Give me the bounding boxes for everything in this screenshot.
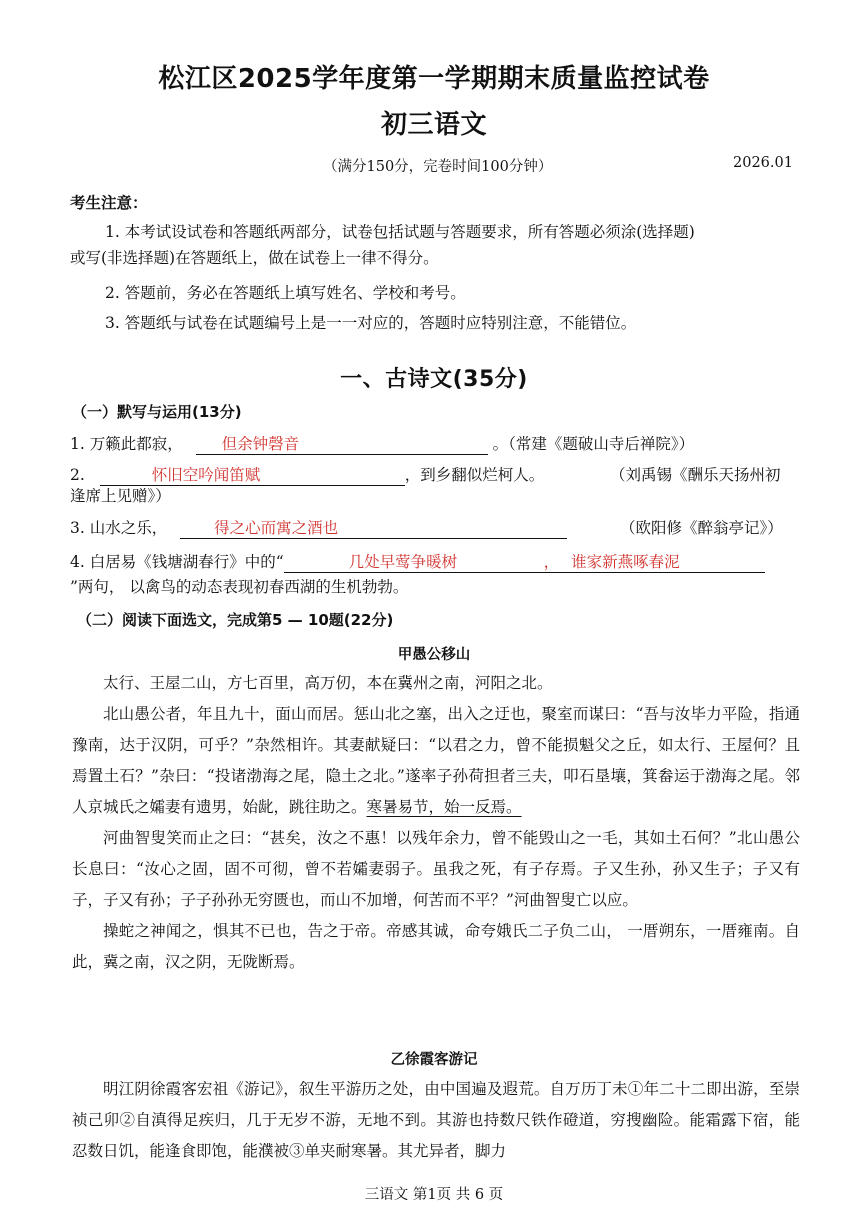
q1-answer-blank	[196, 432, 488, 455]
q4-prefix: 4. 白居易《钱塘湖春行》中的“	[70, 553, 284, 571]
exam-subtitle: 初三语文	[380, 110, 487, 140]
passage-a-body	[72, 668, 800, 978]
q4-line2: ”两句， 以禽鸟的动态表现初春西湖的生机勃勃。	[70, 578, 409, 596]
notice-item-3: 3. 答题纸与试卷在试题编号上是一一对应的，答题时应特别注意，不能错位。	[105, 314, 637, 332]
passage-b-body	[72, 1074, 800, 1167]
part2-heading: （二）阅读下面选文，完成第5 — 10题(22分)	[77, 611, 394, 629]
q4-comma: ，	[536, 550, 568, 573]
passage-b-p1: 明江阴徐霞客宏祖《游记》，叙生平游历之处，由中国遍及遐荒。自万历丁未①年二十二即出游，至崇祯己卯②自滇得足疾归，几于无岁不游，无地不到。其游也持数尺铁作磴道，穷搜幽险。能霜露下宿，能忍数日饥，能逢食即饱，能濮被③单夹耐寒暑。其尤异者，脚力	[72, 1080, 800, 1160]
exam-title: 松江区2025学年度第一学期期末质量监控试卷	[158, 64, 710, 94]
passage-a-p4: 操蛇之神闻之，惧其不已也，告之于帝。帝感其诚，命夸娥氏二子负二山， 一厝朔东，一厝雍南。自此，冀之南，汉之阴，无陇断焉。	[72, 922, 800, 971]
q1-suffix: 。（常建《题破山寺后禅院》）	[492, 435, 695, 453]
q4-answer2: 谁家新燕啄春泥	[571, 553, 680, 571]
q2-source: （刘禹锡《酬乐天扬州初	[610, 466, 781, 484]
notice-item-1: 1. 本考试设试卷和答题纸两部分，试卷包括试题与答题要求，所有答题必须涂(选择题)	[105, 223, 695, 241]
part1-heading: （一）默写与运用(13分)	[72, 403, 242, 421]
section-heading: 一、古诗文(35分)	[340, 367, 528, 392]
notice-item-2: 2. 答题前，务必在答题纸上填写姓名、学校和考号。	[105, 284, 466, 302]
passage-a-underlined: 寒暑易节，始一反焉。	[366, 798, 522, 816]
exam-meta: （满分150分，完卷时间100分钟）	[323, 159, 553, 175]
q2-source-cont: 逢席上见赠》）	[70, 487, 171, 505]
passage-a-title: 甲愚公移山	[397, 647, 471, 663]
q2-answer-blank	[100, 463, 405, 486]
q3-prefix: 3. 山水之乐，	[70, 519, 168, 537]
passage-a-p3: 河曲智叟笑而止之曰：“甚矣，汝之不惠！以残年余力，曾不能毁山之一毛，其如土石何？”北山愚公长息曰：“汝心之固，固不可彻，曾不若孀妻弱子。虽我之死，有子存焉。子又生孙，孙又生子；子又有子，子又有孙；子子孙孙无穷匮也，而山不加增，何苦而不平？”河曲智叟亡以应。	[72, 829, 800, 909]
passage-b-title: 乙徐霞客游记	[390, 1052, 478, 1068]
notice-heading: 考生注意：	[70, 194, 148, 212]
passage-a-p2	[72, 699, 800, 823]
q4-answer1-blank	[284, 550, 536, 573]
q1-prefix: 1. 万籁此都寂，	[70, 435, 183, 453]
exam-date: 2026.01	[733, 155, 793, 171]
q4-answer1: 几处早莺争暖树	[348, 553, 458, 571]
q3-answer-blank	[180, 516, 567, 539]
page-footer: 三语文 第1页 共 6 页	[364, 1187, 504, 1203]
q3-answer: 得之心而寓之酒也	[214, 519, 339, 537]
question-1	[70, 432, 694, 455]
q2-answer: 怀旧空吟闻笛赋	[151, 466, 261, 484]
q2-suffix: ，到乡翻似烂柯人。	[404, 466, 545, 484]
q1-answer: 但余钟磬音	[221, 435, 300, 453]
q3-source: （欧阳修《醉翁亭记》）	[620, 519, 783, 537]
q2-prefix: 2.	[70, 466, 85, 484]
notice-item-1-cont: 或写(非选择题)在答题纸上，做在试卷上一律不得分。	[70, 249, 439, 267]
question-2	[70, 463, 544, 486]
passage-a-p1: 太行、王屋二山，方七百里，高万仞，本在冀州之南，河阳之北。	[103, 674, 553, 692]
question-4	[70, 550, 765, 573]
passage-a-p2-text: 北山愚公者，年且九十，面山而居。惩山北之塞，出入之迂也，聚室而谋曰：“吾与汝毕力平险，指通豫南，达于汉阴，可乎？”杂然相许。其妻献疑曰：“以君之力，曾不能损魁父之丘，如太行、王屋何？且焉置土石？”杂曰：“投诸渤海之尾，隐土之北。”遂率子孙荷担者三夫，叩石垦壤，箕畚运于渤海之尾。邻人京城氏之孀妻有遗男，始龀，跳往助之。	[72, 705, 800, 816]
question-3	[70, 516, 567, 539]
q4-answer2-blank	[567, 550, 765, 573]
